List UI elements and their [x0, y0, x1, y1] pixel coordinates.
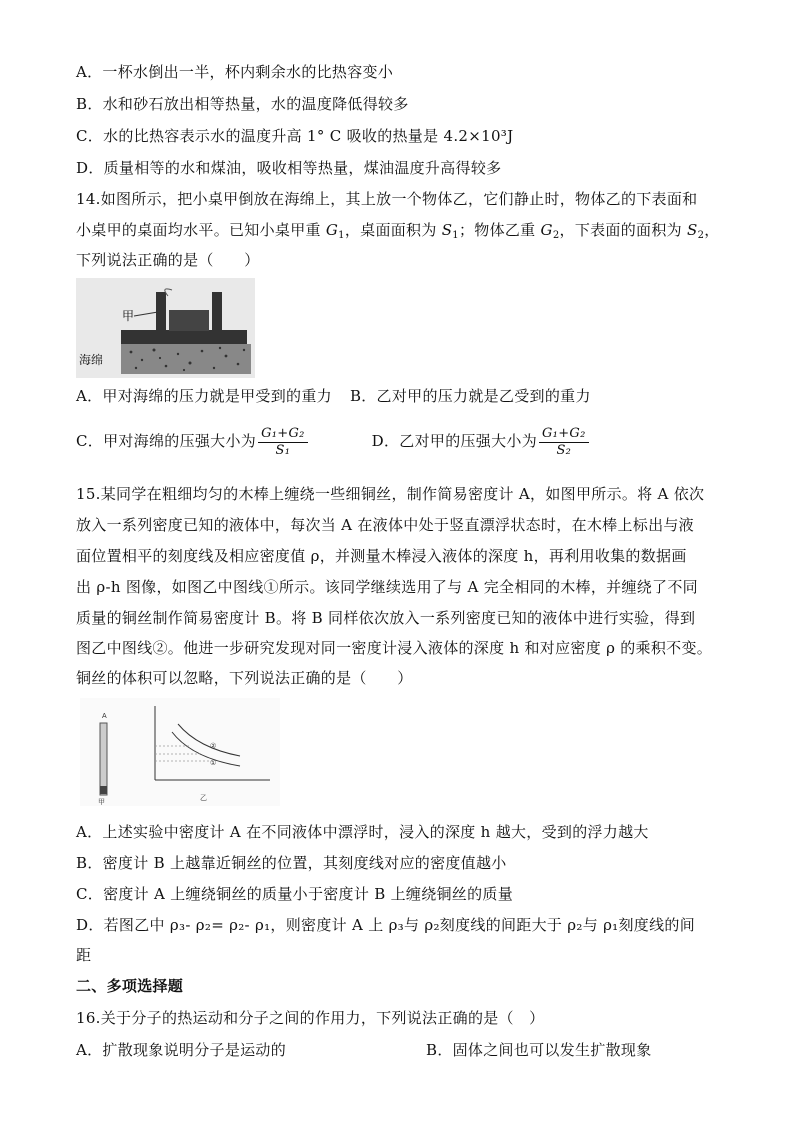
label-yi: 乙: [200, 795, 207, 802]
q14-stem-line1: 14.如图所示，把小桌甲倒放在海绵上，其上放一个物体乙，它们静止时，物体乙的下表面和: [76, 190, 698, 208]
sponge: [121, 344, 251, 374]
label-haimian: 海绵: [79, 353, 104, 367]
q15-stem-line2: 放入一系列密度已知的液体中，每次当 A 在液体中处于竖直漂浮状态时，在木棒上标出与液: [76, 516, 694, 534]
q14-option-a: A．甲对海绵的压力就是甲受到的重力: [76, 387, 332, 405]
curve-1-label: ①: [210, 759, 217, 767]
q13-option-d: D．质量相等的水和煤油，吸收相等热量，煤油温度升高得较多: [76, 159, 502, 177]
q16-option-b: B．固体之间也可以发生扩散现象: [426, 1041, 652, 1059]
q16-options-ab: [76, 1040, 652, 1060]
q16-option-a: A．扩散现象说明分子是运动的: [76, 1041, 287, 1059]
densimeter-graph-diagram: [80, 698, 280, 806]
label-jia: 甲: [98, 799, 105, 806]
label-jia: 甲: [122, 309, 135, 323]
q14-option-c-fraction: $\frac{\text{G₁+G₂}}{\text{S₁}}$: [258, 426, 308, 459]
q13-option-a: A．一杯水倒出一半，杯内剩余水的比热容变小: [76, 63, 394, 81]
q14-stem-line2: 小桌甲的桌面均水平。已知小桌甲重 $G_1$，桌面面积为 $S_1$；物体乙重 $G_2$，下表面的面积为 $S_2$，: [76, 221, 720, 241]
q15-stem-line6: 图乙中图线②。他进一步研究发现对同一密度计浸入液体的深度 h 和对应密度 ρ 的乘积不变。: [76, 639, 713, 657]
hydrometer-stick: [100, 723, 107, 795]
copper-wire: [100, 786, 107, 794]
curve-2-label: ②: [210, 742, 217, 750]
object-yi: [169, 310, 209, 331]
q14-options-cd: [76, 424, 591, 464]
q14-option-c: C．甲对海绵的压强大小为: [76, 432, 257, 450]
q15-option-d-line2: 距: [76, 946, 92, 964]
q15-stem-line5: 质量的铜丝制作简易密度计 B。将 B 同样依次放入一系列密度已知的液体中进行实验，得到: [76, 609, 696, 627]
q15-option-c: C．密度计 A 上缠绕铜丝的质量小于密度计 B 上缠绕铜丝的质量: [76, 885, 514, 903]
q14-option-d-fraction: $\frac{\text{G₁+G₂}}{\text{S₂}}$: [539, 426, 589, 459]
tabletop: [121, 330, 247, 344]
q15-option-b: B．密度计 B 上越靠近铜丝的位置，其刻度线对应的密度值越小: [76, 854, 507, 872]
q14-option-b: B．乙对甲的压力就是乙受到的重力: [349, 387, 591, 405]
q13-option-b: B．水和砂石放出相等热量，水的温度降低得较多: [76, 95, 409, 113]
q15-stem-line1: 15.某同学在粗细均匀的木棒上缠绕一些细铜丝，制作简易密度计 A，如图甲所示。将 A 依次: [76, 485, 705, 503]
q13-option-c: C．水的比热容表示水的温度升高 1° C 吸收的热量是 4.2×10³J: [76, 127, 514, 145]
q14-figure: [76, 278, 255, 378]
table-sponge-diagram: [76, 278, 255, 378]
q15-option-d-line1: D．若图乙中 ρ₃- ρ₂= ρ₂- ρ₁，则密度计 A 上 ρ₃与 ρ₂刻度线的间距大于 ρ₂与 ρ₁刻度线的间: [76, 916, 695, 934]
q14-options-ab: [76, 386, 591, 406]
table-leg-right: [212, 292, 222, 332]
section-title: 二、多项选择题: [76, 977, 184, 995]
q14-stem-line3: 下列说法正确的是（ ）: [76, 251, 260, 269]
q15-stem-line3: 面位置相平的刻度线及相应密度值 ρ，并测量木棒浸入液体的深度 h，再利用收集的数据画: [76, 547, 687, 565]
q15-stem-line4: 出 ρ-h 图像，如图乙中图线①所示。该同学继续选用了与 A 完全相同的木棒，并缠绕了不同: [76, 578, 698, 596]
q15-option-a: A．上述实验中密度计 A 在不同液体中漂浮时，浸入的深度 h 越大，受到的浮力越大: [76, 823, 649, 841]
q16-stem: 16.关于分子的热运动和分子之间的作用力，下列说法正确的是（ ）: [76, 1009, 545, 1027]
q14-option-d: D．乙对甲的压强大小为: [371, 432, 537, 450]
label-a: A: [102, 713, 107, 720]
q15-figure: [80, 698, 280, 806]
q15-stem-line7: 铜丝的体积可以忽略，下列说法正确的是（ ）: [76, 669, 413, 687]
